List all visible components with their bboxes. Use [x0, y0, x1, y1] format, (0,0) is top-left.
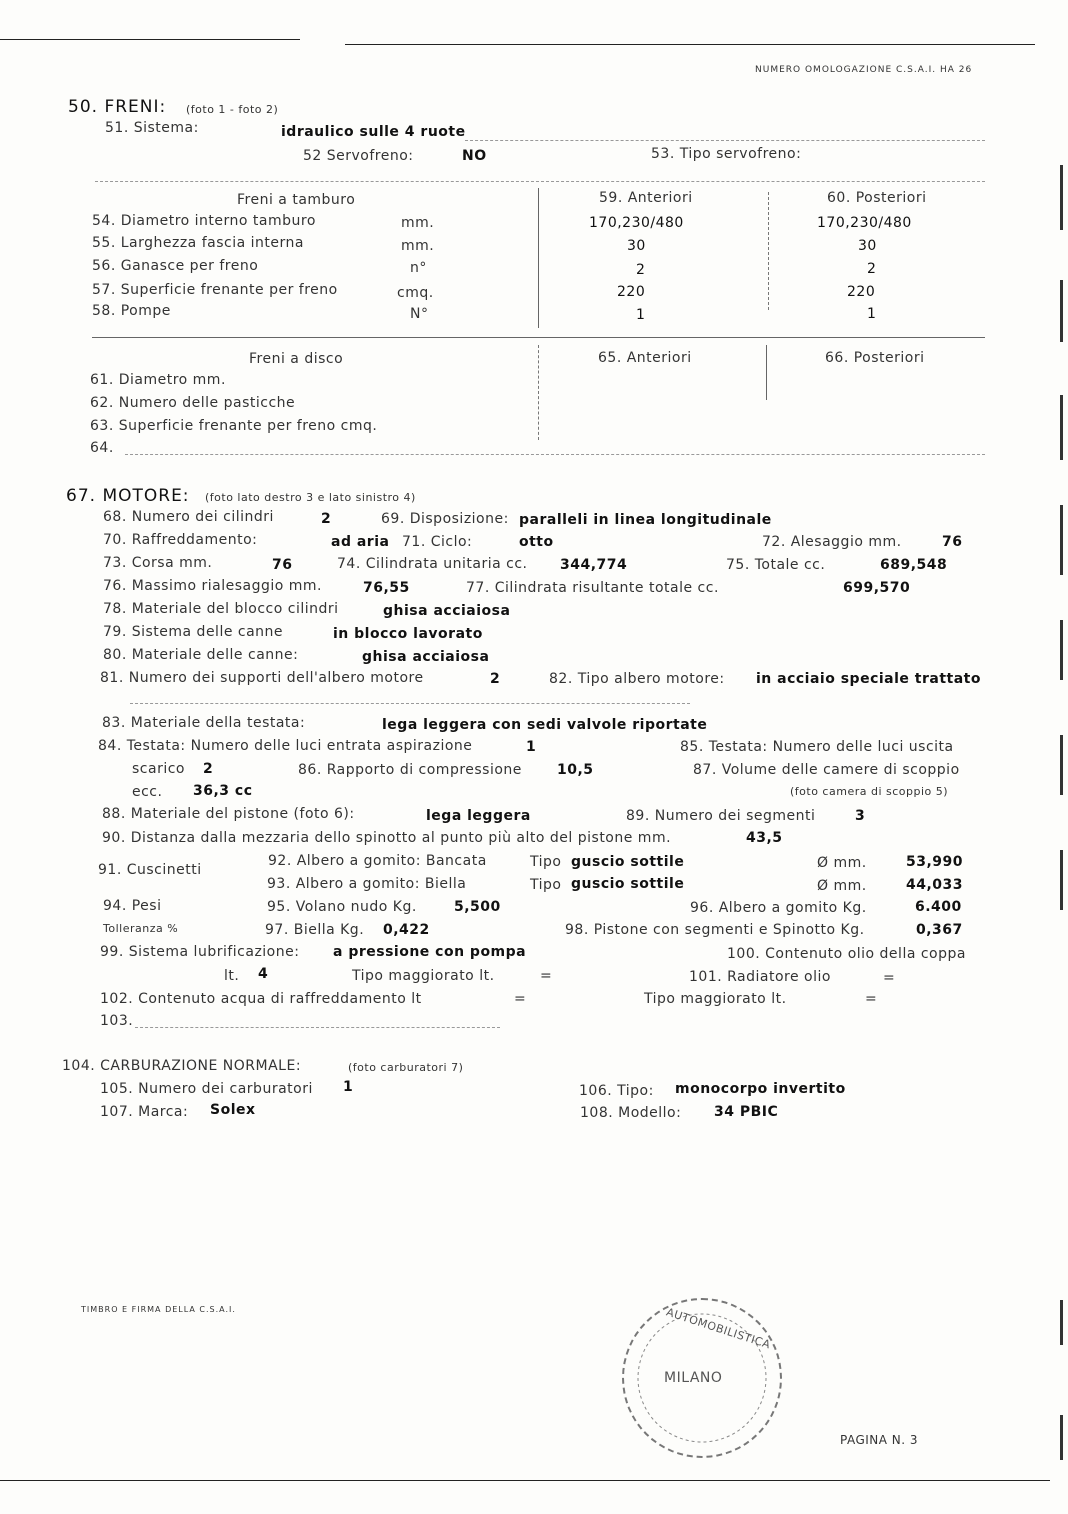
l89: 89. Numero dei segmenti [626, 808, 816, 824]
l78: 78. Materiale del blocco cilindri [103, 601, 339, 617]
tolleranza: Tolleranza % [103, 922, 179, 935]
v75: 689,548 [880, 557, 948, 573]
tamburo-row-label: 57. Superficie frenante per freno [92, 282, 338, 298]
v95: 5,500 [454, 899, 501, 915]
v69: paralleli in linea longitudinale [519, 512, 772, 528]
l100: 100. Contenuto olio della coppa [727, 946, 966, 962]
tamburo-row-unit: N° [410, 306, 429, 322]
v89: 3 [855, 808, 866, 824]
stamp-city: MILANO [664, 1370, 723, 1386]
l94: 94. Pesi [103, 898, 162, 914]
carburazione-title: 104. CARBURAZIONE NORMALE: [62, 1058, 302, 1074]
l108: 108. Modello: [580, 1105, 682, 1121]
v88: lega leggera [426, 808, 531, 824]
disco-heading: Freni a disco [249, 351, 344, 367]
tamburo-col-post: 60. Posteriori [827, 190, 927, 206]
l98: 98. Pistone con segmenti e Spinotto Kg. [565, 922, 865, 938]
tamburo-row-label: 55. Larghezza fascia interna [92, 235, 304, 251]
l106: 106. Tipo: [579, 1083, 654, 1099]
row-82-dots [130, 703, 690, 704]
v106: monocorpo invertito [675, 1081, 846, 1097]
tamburo-row-ant: 30 [627, 238, 646, 254]
l76: 76. Massimo rialesaggio mm. [103, 578, 323, 594]
l86: 86. Rapporto di compressione [298, 762, 522, 778]
v78: ghisa acciaiosa [383, 603, 511, 619]
l83: 83. Materiale della testata: [102, 715, 306, 731]
l77: 77. Cilindrata risultante totale cc. [466, 580, 719, 596]
v102m: = [865, 991, 878, 1007]
u92: Ø mm. [817, 855, 867, 871]
l91: 91. Cuscinetti [98, 862, 202, 878]
v77: 699,570 [843, 580, 911, 596]
l85b: scarico [132, 761, 185, 777]
row-64-dots [125, 454, 985, 455]
sistema-label: 51. Sistema: [105, 120, 199, 136]
stamp-seal [622, 1298, 782, 1458]
l80: 80. Materiale delle canne: [103, 647, 299, 663]
v100: 4 [258, 966, 269, 982]
tipo-magg: Tipo maggiorato lt. [352, 968, 495, 984]
tipo93: Tipo [530, 877, 562, 893]
l97: 97. Biella Kg. [265, 922, 365, 938]
l102: 102. Contenuto acqua di raffreddamento lt [100, 991, 422, 1007]
l103: 103. [100, 1013, 134, 1029]
l87: 87. Volume delle camere di scoppio [693, 762, 960, 778]
v70: ad aria [331, 534, 390, 550]
l82: 82. Tipo albero motore: [549, 671, 725, 687]
l99: 99. Sistema lubrificazione: [100, 944, 300, 960]
l74: 74. Cilindrata unitaria cc. [337, 556, 528, 572]
col-divider-1 [538, 188, 539, 328]
l93: 93. Albero a gomito: Biella [267, 876, 467, 892]
l69: 69. Disposizione: [381, 511, 509, 527]
tamburo-row-unit: mm. [401, 215, 435, 231]
sep-disco [92, 337, 985, 338]
v102: = [514, 991, 527, 1007]
v73: 76 [272, 557, 293, 573]
servofreno-value: NO [462, 148, 487, 164]
v93: guscio sottile [571, 876, 685, 892]
v98: 0,367 [916, 922, 963, 938]
tipo-magg-2: Tipo maggiorato lt. [644, 991, 787, 1007]
v97: 0,422 [383, 922, 430, 938]
top-rule [0, 39, 300, 40]
v76: 76,55 [363, 580, 410, 596]
l95: 95. Volano nudo Kg. [267, 899, 417, 915]
motore-foto: (foto lato destro 3 e lato sinistro 4) [205, 491, 416, 504]
stamp-top-text: AUTOMOBILISTICA [664, 1305, 773, 1352]
tamburo-col-ant: 59. Anteriori [599, 190, 693, 206]
v87: 36,3 cc [193, 783, 253, 799]
l71: 71. Ciclo: [402, 534, 473, 550]
right-edge-marks [1054, 0, 1068, 1514]
v86: 10,5 [557, 762, 594, 778]
l72: 72. Alesaggio mm. [762, 534, 902, 550]
sep-tamburo [95, 181, 985, 182]
l70: 70. Raffreddamento: [103, 532, 258, 548]
u93: Ø mm. [817, 878, 867, 894]
tamburo-row-unit: mm. [401, 238, 435, 254]
pagina-number: PAGINA N. 3 [840, 1433, 919, 1447]
l84: 84. Testata: Numero delle luci entrata aspirazione [98, 738, 473, 754]
freni-foto: (foto 1 - foto 2) [186, 103, 279, 116]
disco-row-label: 63. Superficie frenante per freno cmq. [90, 418, 378, 434]
tamburo-row-unit: cmq. [397, 285, 434, 301]
v72: 76 [942, 534, 963, 550]
l101: 101. Radiatore olio [689, 969, 831, 985]
l79: 79. Sistema delle canne [103, 624, 284, 640]
v82: in acciaio speciale trattato [756, 671, 981, 687]
sistema-dots [465, 140, 985, 141]
tamburo-row-label: 56. Ganasce per freno [92, 258, 259, 274]
freni-title: 50. FRENI: [68, 97, 167, 117]
timbro-label: TIMBRO E FIRMA DELLA C.S.A.I. [81, 1305, 236, 1314]
tamburo-row-post: 220 [847, 284, 876, 300]
v108: 34 PBIC [714, 1104, 779, 1120]
sistema-value: idraulico sulle 4 ruote [281, 124, 466, 140]
v92: guscio sottile [571, 854, 685, 870]
col-divider-4 [766, 345, 767, 400]
l88: 88. Materiale del pistone (foto 6): [102, 806, 355, 822]
v68: 2 [321, 511, 332, 527]
l87b: ecc. [132, 784, 163, 800]
tamburo-heading: Freni a tamburo [237, 192, 356, 208]
l73: 73. Corsa mm. [103, 555, 213, 571]
top-rule-right [345, 44, 1035, 45]
l105: 105. Numero dei carburatori [100, 1081, 313, 1097]
v80: ghisa acciaiosa [362, 649, 490, 665]
motore-title: 67. MOTORE: [66, 486, 190, 506]
l92: 92. Albero a gomito: Bancata [268, 853, 487, 869]
disco-col-ant: 65. Anteriori [598, 350, 692, 366]
l85: 85. Testata: Numero delle luci uscita [680, 739, 954, 755]
col-divider-3 [538, 345, 540, 440]
col-divider-2 [768, 192, 770, 310]
v99: a pressione con pompa [333, 944, 527, 960]
v79: in blocco lavorato [333, 626, 483, 642]
v71: otto [519, 534, 554, 550]
tamburo-row-unit: n° [410, 260, 427, 276]
v100m: = [540, 968, 553, 984]
disco-row-label: 64. [90, 440, 114, 456]
tamburo-row-ant: 2 [636, 262, 646, 278]
foto87: (foto camera di scoppio 5) [790, 785, 949, 798]
lt: lt. [224, 968, 240, 984]
tamburo-row-post: 1 [867, 306, 877, 322]
servofreno-label: 52 Servofreno: [303, 148, 414, 164]
d93: 44,033 [906, 877, 964, 893]
tamburo-row-ant: 220 [617, 284, 646, 300]
omologazione-number: NUMERO OMOLOGAZIONE C.S.A.I. HA 26 [755, 65, 973, 75]
tamburo-row-post: 30 [858, 238, 877, 254]
v85: 2 [203, 761, 214, 777]
row-103-dots [135, 1027, 500, 1028]
carburazione-foto: (foto carburatori 7) [348, 1061, 464, 1074]
disco-row-label: 62. Numero delle pasticche [90, 395, 296, 411]
v84: 1 [526, 739, 537, 755]
tamburo-row-label: 54. Diametro interno tamburo [92, 213, 316, 229]
disco-row-label: 61. Diametro mm. [90, 372, 226, 388]
v101: = [883, 970, 896, 986]
tamburo-row-post: 170,230/480 [817, 215, 912, 231]
tipo-servofreno-label: 53. Tipo servofreno: [651, 146, 802, 162]
l90: 90. Distanza dalla mezzaria dello spinotto al punto più alto del pistone mm. [102, 830, 672, 846]
l75: 75. Totale cc. [726, 557, 826, 573]
bottom-rule [0, 1480, 1050, 1481]
d92: 53,990 [906, 854, 964, 870]
tamburo-row-post: 2 [867, 261, 877, 277]
tamburo-row-label: 58. Pompe [92, 303, 171, 319]
v96: 6.400 [915, 899, 962, 915]
v90: 43,5 [746, 830, 783, 846]
v105: 1 [343, 1079, 354, 1095]
l68: 68. Numero dei cilindri [103, 509, 274, 525]
l81: 81. Numero dei supporti dell'albero motore [100, 670, 424, 686]
v107: Solex [210, 1102, 256, 1118]
tipo92: Tipo [530, 854, 562, 870]
tamburo-row-ant: 170,230/480 [589, 215, 684, 231]
tamburo-row-ant: 1 [636, 307, 646, 323]
v83: lega leggera con sedi valvole riportate [382, 717, 708, 733]
l96: 96. Albero a gomito Kg. [690, 900, 867, 916]
v74: 344,774 [560, 557, 628, 573]
l107: 107. Marca: [100, 1104, 189, 1120]
disco-col-post: 66. Posteriori [825, 350, 925, 366]
v81: 2 [490, 671, 501, 687]
